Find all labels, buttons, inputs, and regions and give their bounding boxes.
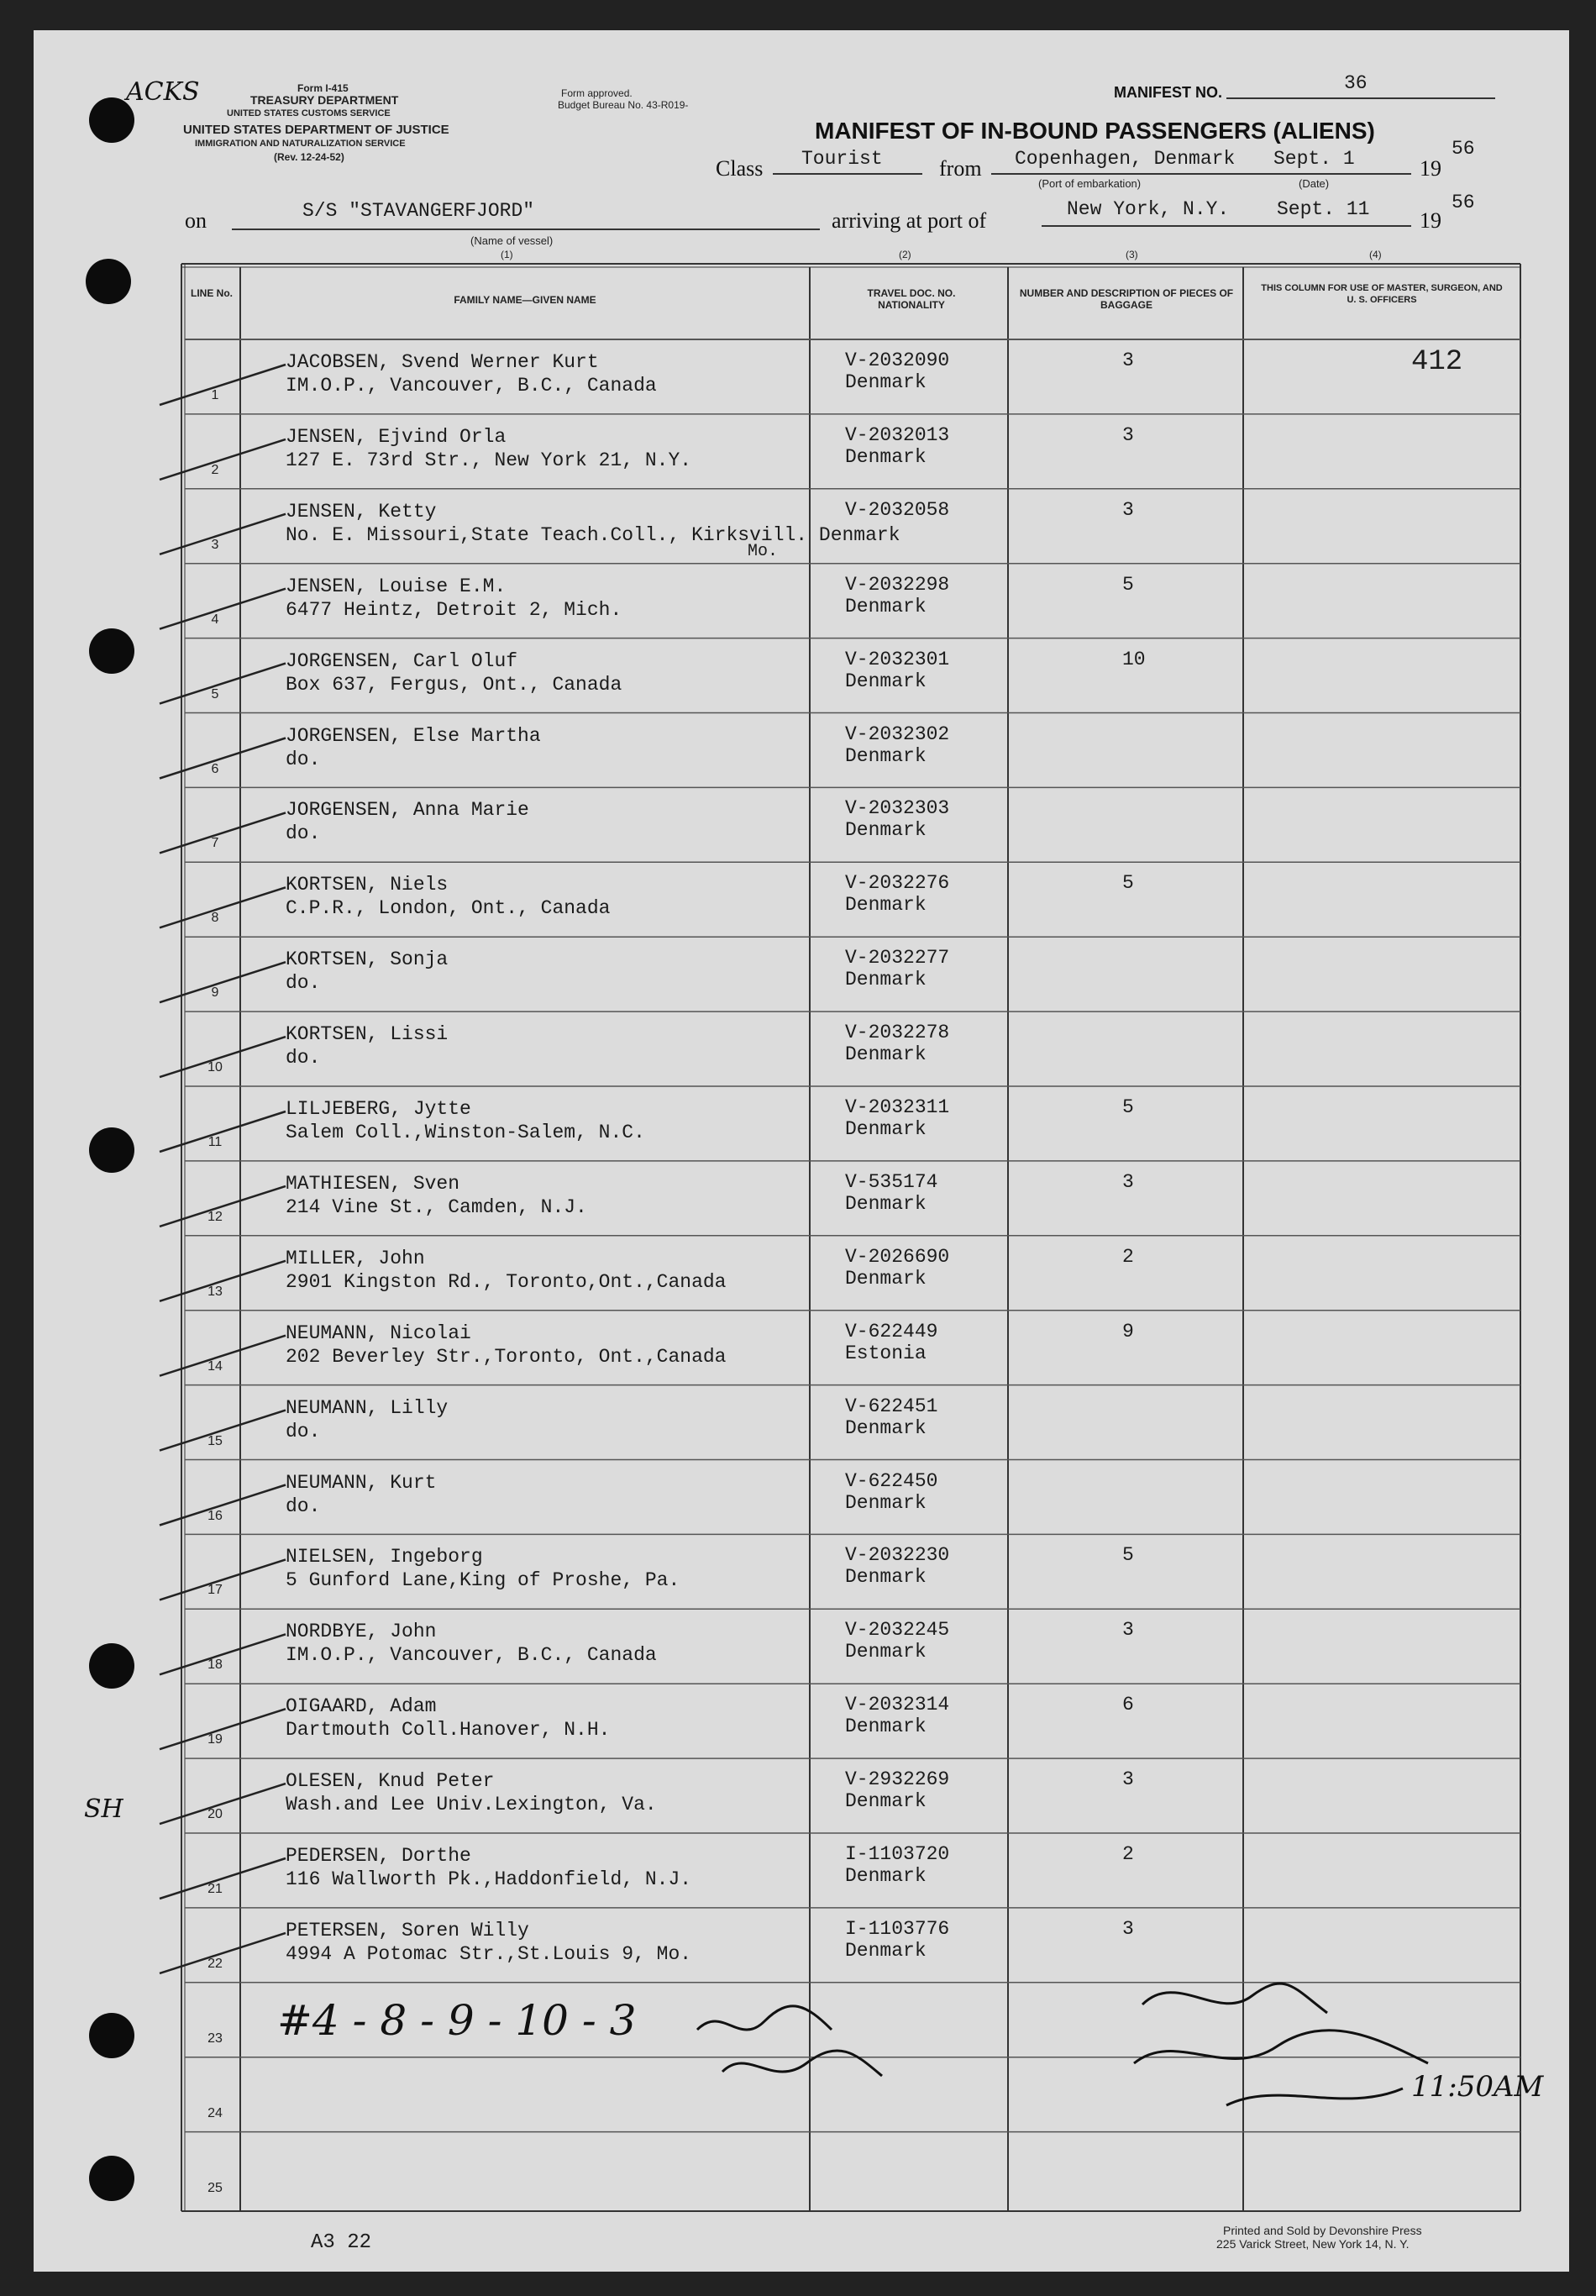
line-number: 21 bbox=[207, 1882, 223, 1896]
passenger-name: OIGAARD, Adam bbox=[286, 1695, 437, 1718]
nationality: Denmark bbox=[845, 1715, 927, 1738]
passenger-address: 116 Wallworth Pk.,Haddonfield, N.J. bbox=[286, 1868, 692, 1890]
nationality: Denmark bbox=[845, 819, 927, 842]
manifest-title: MANIFEST OF IN-BOUND PASSENGERS (ALIENS) bbox=[815, 118, 1375, 144]
nationality: Denmark bbox=[845, 1267, 927, 1290]
baggage-count: 9 bbox=[1122, 1320, 1134, 1342]
manifest-page bbox=[34, 30, 1569, 2272]
passenger-name: MILLER, John bbox=[286, 1247, 425, 1269]
line-number: 12 bbox=[207, 1209, 223, 1224]
travel-doc-no: V-2032303 bbox=[845, 797, 950, 820]
line-number: 4 bbox=[211, 612, 219, 627]
passenger-address: No. E. Missouri,State Teach.Coll., Kirksvill. Denmark bbox=[286, 523, 900, 546]
arriving-label: arriving at port of bbox=[832, 208, 987, 233]
passenger-name: KORTSEN, Lissi bbox=[286, 1023, 449, 1046]
line-number: 16 bbox=[207, 1508, 223, 1523]
nationality: Denmark bbox=[845, 1192, 927, 1215]
arrival-port: New York, N.Y. bbox=[1067, 198, 1230, 220]
line-number: 6 bbox=[211, 761, 219, 776]
line-number: 25 bbox=[207, 2180, 223, 2195]
nationality: Denmark bbox=[845, 445, 927, 468]
year-prefix-1: 19 bbox=[1420, 156, 1441, 181]
baggage-count: 2 bbox=[1122, 1843, 1134, 1865]
passenger-name: OLESEN, Knud Peter bbox=[286, 1770, 495, 1793]
line-number: 9 bbox=[211, 985, 219, 1001]
line-number: 5 bbox=[211, 686, 219, 701]
line-number: 1 bbox=[211, 388, 219, 402]
line-number: 20 bbox=[207, 1807, 223, 1822]
passenger-address: IM.O.P., Vancouver, B.C., Canada bbox=[286, 375, 657, 397]
year-2: 56 bbox=[1452, 192, 1475, 213]
passenger-address: 5 Gunford Lane,King of Proshe, Pa. bbox=[286, 1569, 680, 1592]
arrival-date: Sept. 11 bbox=[1277, 198, 1370, 220]
passenger-name: KORTSEN, Niels bbox=[286, 874, 449, 896]
passenger-name: NEUMANN, Lilly bbox=[286, 1396, 449, 1419]
officer-note: 412 bbox=[1411, 346, 1463, 378]
travel-doc-no: V-622450 bbox=[845, 1469, 938, 1492]
passenger-address: 214 Vine St., Camden, N.J. bbox=[286, 1195, 587, 1218]
nationality: Denmark bbox=[845, 1566, 927, 1589]
line-number: 19 bbox=[207, 1732, 223, 1747]
dept-justice: UNITED STATES DEPARTMENT OF JUSTICE bbox=[183, 123, 449, 137]
baggage-count: 3 bbox=[1122, 1768, 1134, 1791]
travel-doc-no: V-2032277 bbox=[845, 947, 950, 969]
passenger-name: PETERSEN, Soren Willy bbox=[286, 1919, 529, 1941]
nationality: Denmark bbox=[845, 371, 927, 393]
passenger-address: do. bbox=[286, 748, 321, 770]
passenger-name: JENSEN, Louise E.M. bbox=[286, 575, 507, 597]
passenger-address: Dartmouth Coll.Hanover, N.H. bbox=[286, 1719, 611, 1742]
class-value: Tourist bbox=[801, 148, 883, 170]
baggage-count: 10 bbox=[1122, 648, 1146, 670]
passenger-address: IM.O.P., Vancouver, B.C., Canada bbox=[286, 1644, 657, 1667]
from-value: Copenhagen, Denmark bbox=[1015, 148, 1236, 170]
passenger-address: do. bbox=[286, 822, 321, 845]
baggage-count: 3 bbox=[1122, 423, 1134, 446]
time-annotation: 11:50AM bbox=[1411, 2070, 1544, 2104]
col-header-travel-doc: TRAVEL DOC. NO. NATIONALITY bbox=[867, 287, 956, 311]
passenger-name: JORGENSEN, Carl Oluf bbox=[286, 649, 518, 672]
line-number: 11 bbox=[207, 1135, 223, 1149]
baggage-count: 5 bbox=[1122, 1096, 1134, 1118]
manifest-no-label: MANIFEST NO. bbox=[1114, 84, 1222, 101]
col-header-officers: THIS COLUMN FOR USE OF MASTER, SURGEON, AND U. S. OFFICERS bbox=[1261, 283, 1503, 305]
line-number: 24 bbox=[207, 2105, 223, 2120]
handwritten-note-top: ACKS bbox=[126, 77, 200, 107]
nationality: Denmark bbox=[845, 744, 927, 767]
travel-doc-no: I-1103776 bbox=[845, 1917, 950, 1940]
col-header-baggage: NUMBER AND DESCRIPTION OF PIECES OF BAGGAGE bbox=[1019, 287, 1234, 311]
passenger-name: JORGENSEN, Anna Marie bbox=[286, 799, 529, 822]
dept-customs: UNITED STATES CUSTOMS SERVICE bbox=[227, 108, 391, 118]
printer-line-1: Printed and Sold by Devonshire Press bbox=[1223, 2224, 1422, 2237]
passenger-name: KORTSEN, Sonja bbox=[286, 948, 449, 971]
line-number: 10 bbox=[207, 1060, 223, 1075]
passenger-address: 127 E. 73rd Str., New York 21, N.Y. bbox=[286, 449, 692, 471]
col-num-2: (2) bbox=[899, 249, 911, 260]
baggage-count: 3 bbox=[1122, 1170, 1134, 1193]
from-date: Sept. 1 bbox=[1273, 148, 1355, 170]
line-number: 23 bbox=[207, 2031, 223, 2046]
col-num-3: (3) bbox=[1126, 249, 1138, 260]
form-approved: Form approved. bbox=[561, 87, 633, 99]
passenger-address: 4994 A Potomac Str.,St.Louis 9, Mo. bbox=[286, 1942, 692, 1965]
travel-doc-no: V-2032230 bbox=[845, 1544, 950, 1567]
travel-doc-no: V-2032058 bbox=[845, 498, 950, 521]
col-header-line-no: LINE No. bbox=[191, 287, 233, 299]
date-label: (Date) bbox=[1299, 177, 1330, 190]
nationality: Denmark bbox=[845, 894, 927, 917]
form-revision: (Rev. 12-24-52) bbox=[274, 151, 344, 163]
travel-doc-no: V-2032090 bbox=[845, 349, 950, 371]
passenger-name: PEDERSEN, Dorthe bbox=[286, 1845, 471, 1867]
sh-annotation: SH bbox=[84, 1794, 123, 1824]
passenger-name: NIELSEN, Ingeborg bbox=[286, 1546, 483, 1568]
vessel-label: (Name of vessel) bbox=[470, 234, 554, 247]
baggage-count: 5 bbox=[1122, 573, 1134, 596]
line-number: 13 bbox=[207, 1284, 223, 1299]
passenger-address: Salem Coll.,Winston-Salem, N.C. bbox=[286, 1122, 645, 1143]
travel-doc-no: V-2032311 bbox=[845, 1096, 950, 1118]
baggage-count: 3 bbox=[1122, 1917, 1134, 1940]
travel-doc-no: V-2932269 bbox=[845, 1768, 950, 1791]
form-number: Form I-415 bbox=[297, 82, 349, 94]
passenger-address: Wash.and Lee Univ.Lexington, Va. bbox=[286, 1794, 657, 1816]
port-embark-label: (Port of embarkation) bbox=[1038, 177, 1142, 190]
baggage-count: 6 bbox=[1122, 1694, 1134, 1716]
nationality: Denmark bbox=[845, 670, 927, 692]
travel-doc-no: I-1103720 bbox=[845, 1843, 950, 1865]
passenger-address: 6477 Heintz, Detroit 2, Mich. bbox=[286, 598, 622, 621]
nationality: Denmark bbox=[845, 1790, 927, 1813]
line-number: 2 bbox=[211, 462, 219, 477]
passenger-address: do. bbox=[286, 1495, 321, 1517]
passenger-address: do. bbox=[286, 1047, 321, 1069]
nationality: Denmark bbox=[845, 1641, 927, 1663]
on-label: on bbox=[185, 208, 207, 233]
travel-doc-no: V-2032301 bbox=[845, 648, 950, 670]
passenger-address: C.P.R., London, Ont., Canada bbox=[286, 897, 611, 920]
passenger-address: do. bbox=[286, 972, 321, 995]
passenger-address: do. bbox=[286, 1420, 321, 1442]
travel-doc-no: V-2032302 bbox=[845, 722, 950, 745]
passenger-address: Box 637, Fergus, Ont., Canada bbox=[286, 673, 622, 696]
passenger-name: NORDBYE, John bbox=[286, 1621, 437, 1643]
travel-doc-no: V-535174 bbox=[845, 1170, 938, 1193]
passenger-name: JACOBSEN, Svend Werner Kurt bbox=[286, 351, 599, 373]
line-number: 18 bbox=[207, 1658, 223, 1673]
year-prefix-2: 19 bbox=[1420, 208, 1441, 233]
passenger-address: 2901 Kingston Rd., Toronto,Ont.,Canada bbox=[286, 1270, 727, 1293]
passenger-name: MATHIESEN, Sven bbox=[286, 1172, 460, 1195]
line-number: 17 bbox=[207, 1583, 223, 1598]
dept-ins: IMMIGRATION AND NATURALIZATION SERVICE bbox=[195, 139, 406, 149]
line-number: 15 bbox=[207, 1433, 223, 1448]
vessel-name: S/S "STAVANGERFJORD" bbox=[302, 200, 535, 222]
nationality: Denmark bbox=[845, 595, 927, 617]
nationality: Estonia bbox=[845, 1342, 927, 1364]
nationality: Denmark bbox=[845, 1118, 927, 1140]
col-header-name: FAMILY NAME—GIVEN NAME bbox=[454, 294, 596, 306]
baggage-count: 2 bbox=[1122, 1245, 1134, 1268]
baggage-count: 5 bbox=[1122, 1544, 1134, 1567]
baggage-count: 3 bbox=[1122, 349, 1134, 371]
nationality: Denmark bbox=[845, 1491, 927, 1514]
table-grid bbox=[34, 30, 1569, 2272]
travel-doc-no: V-622451 bbox=[845, 1395, 938, 1417]
nationality: Denmark bbox=[845, 1416, 927, 1439]
nationality: Denmark bbox=[845, 1865, 927, 1887]
passenger-name: JORGENSEN, Else Martha bbox=[286, 724, 541, 747]
passenger-name: NEUMANN, Nicolai bbox=[286, 1321, 471, 1344]
col-num-4: (4) bbox=[1369, 249, 1382, 260]
budget-bureau: Budget Bureau No. 43-R019- bbox=[558, 99, 689, 111]
year-1: 56 bbox=[1452, 138, 1475, 160]
passenger-name: JENSEN, Ketty bbox=[286, 500, 437, 523]
class-label: Class bbox=[716, 156, 764, 181]
line-number: 22 bbox=[207, 1956, 223, 1971]
line-number: 3 bbox=[211, 537, 219, 552]
passenger-address: 202 Beverley Str.,Toronto, Ont.,Canada bbox=[286, 1345, 727, 1368]
line-number: 7 bbox=[211, 836, 219, 851]
baggage-count: 3 bbox=[1122, 498, 1134, 521]
nationality: Denmark bbox=[845, 969, 927, 991]
travel-doc-no: V-2032276 bbox=[845, 872, 950, 895]
travel-doc-no: V-2032314 bbox=[845, 1694, 950, 1716]
row23-handwritten-note: #4 - 8 - 9 - 10 - 3 bbox=[277, 1996, 637, 2045]
manifest-no-value: 36 bbox=[1344, 72, 1368, 94]
passenger-name: NEUMANN, Kurt bbox=[286, 1471, 437, 1494]
footer-code: A3 22 bbox=[311, 2231, 372, 2254]
line-number: 8 bbox=[211, 911, 219, 926]
travel-doc-no: V-2032013 bbox=[845, 423, 950, 446]
travel-doc-no: V-2032245 bbox=[845, 1619, 950, 1642]
nationality: Denmark bbox=[845, 1043, 927, 1066]
passenger-name: LILJEBERG, Jytte bbox=[286, 1098, 471, 1120]
baggage-count: 5 bbox=[1122, 872, 1134, 895]
travel-doc-no: V-2026690 bbox=[845, 1245, 950, 1268]
travel-doc-no: V-2032278 bbox=[845, 1022, 950, 1044]
nationality: Denmark bbox=[845, 1939, 927, 1962]
signature-left bbox=[689, 1996, 941, 2097]
travel-doc-no: V-2032298 bbox=[845, 573, 950, 596]
passenger-address-2: Mo. bbox=[748, 541, 779, 561]
baggage-count: 3 bbox=[1122, 1619, 1134, 1642]
from-label: from bbox=[939, 156, 982, 181]
travel-doc-no: V-622449 bbox=[845, 1320, 938, 1342]
printer-line-2: 225 Varick Street, New York 14, N. Y. bbox=[1216, 2237, 1410, 2251]
vessel-col-num: (1) bbox=[501, 249, 513, 260]
passenger-name: JENSEN, Ejvind Orla bbox=[286, 425, 507, 448]
line-number: 14 bbox=[207, 1358, 223, 1374]
dept-treasury: TREASURY DEPARTMENT bbox=[250, 93, 399, 107]
